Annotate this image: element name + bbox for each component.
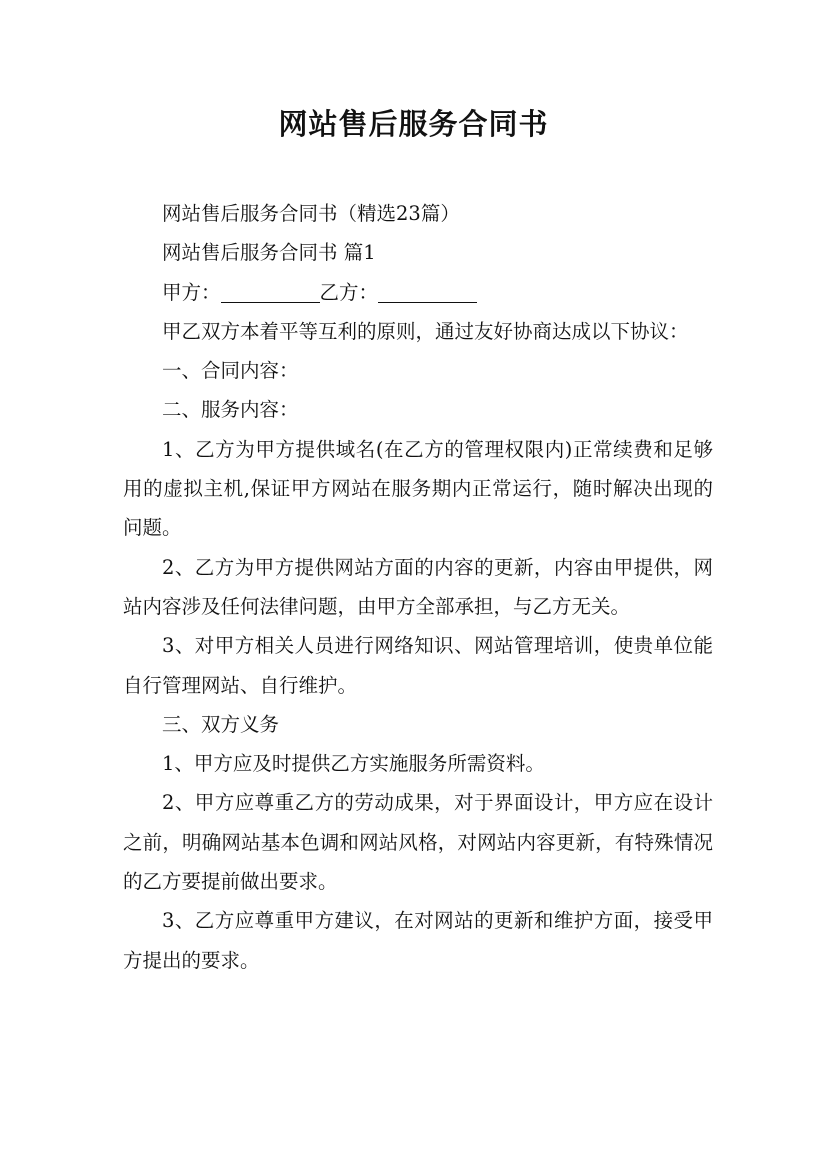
- document-title: 网站售后服务合同书: [278, 107, 549, 141]
- paragraph-agreement: 甲乙双方本着平等互利的原则，通过友好协商达成以下协议：: [162, 319, 689, 343]
- document-body: [123, 194, 713, 980]
- section-heading-service-content: 二、服务内容：: [162, 398, 299, 422]
- clause-obligation-3: 3、乙方应尊重甲方建议，在对网站的更新和维护方面，接受甲方提出的要求。: [123, 909, 713, 972]
- parties-line: [123, 273, 713, 312]
- clause-service-2: 2、乙方为甲方提供网站方面的内容的更新，内容由甲提供，网站内容涉及任何法律问题，由甲方全部承担，与乙方无关。: [123, 555, 713, 618]
- clause-service-1: 1、乙方为甲方提供域名(在乙方的管理权限内)正常续费和足够用的虚拟主机,保证甲方网站在服务期内正常运行，随时解决出现的问题。: [123, 437, 713, 540]
- clause-obligation-1: 1、甲方应及时提供乙方实施服务所需资料。: [162, 752, 545, 776]
- clause-service-3: 3、对甲方相关人员进行网络知识、网站管理培训，使贵单位能自行管理网站、自行维护。: [123, 634, 713, 697]
- party-a-label: 甲方：: [162, 280, 221, 304]
- section-heading-obligations: 三、双方义务: [162, 712, 280, 736]
- party-a-blank: [221, 282, 320, 303]
- chapter-heading: 网站售后服务合同书 篇1: [162, 241, 376, 265]
- party-b-label: 乙方：: [319, 280, 379, 304]
- clause-obligation-2: 2、甲方应尊重乙方的劳动成果，对于界面设计，甲方应在设计之前，明确网站基本色调和网站风格，对网站内容更新，有特殊情况的乙方要提前做出要求。: [123, 791, 713, 894]
- document-subtitle: 网站售后服务合同书（精选23篇）: [162, 202, 460, 225]
- party-b-blank: [378, 282, 477, 303]
- section-heading-contract-content: 一、合同内容：: [162, 359, 299, 383]
